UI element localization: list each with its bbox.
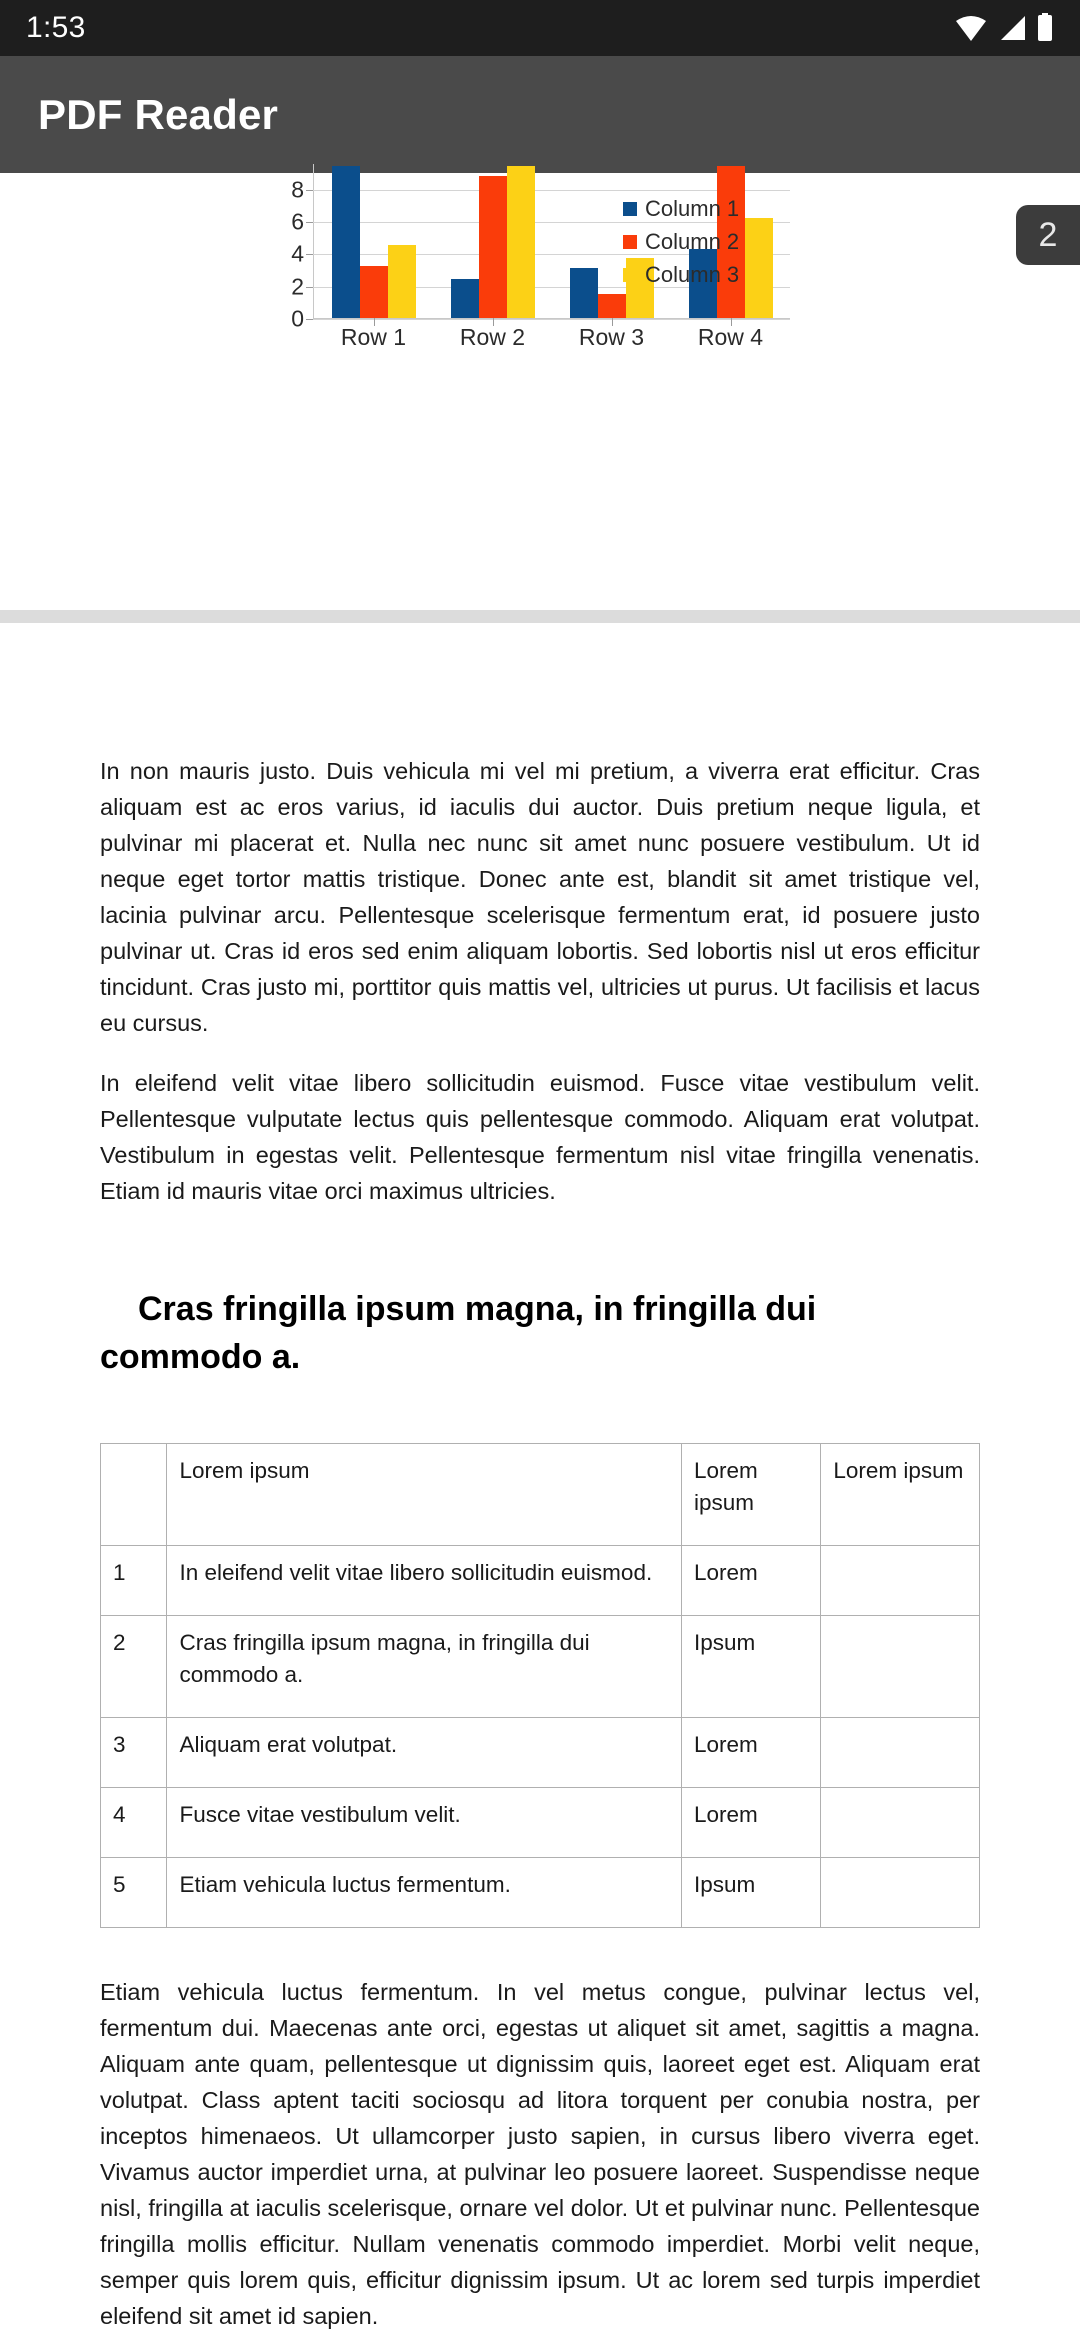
pdf-scroll-viewport[interactable] <box>0 173 1080 2329</box>
wifi-icon <box>954 13 988 43</box>
status-clock: 1:53 <box>26 11 86 44</box>
table-row <box>101 1788 980 1858</box>
chart-y-tick-label: 4 <box>291 240 304 267</box>
chart-y-tick-label: 8 <box>291 176 304 203</box>
page-separator <box>0 610 1080 623</box>
chart-legend-swatch <box>623 202 637 216</box>
table-header-cell <box>101 1444 167 1546</box>
table-cell: 4 <box>101 1788 167 1858</box>
chart-legend-swatch <box>623 235 637 249</box>
chart-y-tick-label: 2 <box>291 273 304 300</box>
table-bottom-spacer <box>100 1928 980 1974</box>
table-row <box>101 1858 980 1928</box>
paragraph-1: In non mauris justo. Duis vehicula mi vel mi pretium, a viverra erat efficitur. Cras aliquam est ac eros varius, id iaculis dui auctor. Duis pretium neque ligula, et pulvinar mi placerat et. Nulla nec nunc sit amet nunc posuere vestibulum. Ut id neque eget tortor mattis tristique. Donec ante est, blandit sit amet tristique vel, lacinia pulvinar arcu. Pellentesque scelerisque fermentum erat, id posuere justo pulvinar ut. Cras id eros sed enim aliquam lobortis. Sed lobortis nisl ut eros efficitur tincidunt. Cras justo mi, porttitor quis mattis vel, ultricies ut purus. Ut facilisis et lacus eu cursus. <box>100 758 980 1036</box>
table-cell: Cras fringilla ipsum magna, in fringilla dui commodo a. <box>167 1616 682 1718</box>
chart-bar-group <box>433 164 552 318</box>
table-cell: In eleifend velit vitae libero sollicitudin euismod. <box>167 1546 682 1616</box>
bar-chart <box>258 164 798 349</box>
chart-bar <box>570 268 598 318</box>
chart-y-tick-label: 0 <box>291 305 304 332</box>
table-cell <box>821 1788 980 1858</box>
table-row <box>101 1616 980 1718</box>
paragraph-2: In eleifend velit vitae libero sollicitudin euismod. Fusce vitae vestibulum velit. Pellentesque vulputate lectus quis pellentesque commodo. Aliquam erat volutpat. Vestibulum in egestas velit. Pellentesque fermentum nisl vitae fringilla venenatis. Etiam id mauris vitae orci maximus ultricies. <box>100 1070 980 1204</box>
table-cell: 3 <box>101 1718 167 1788</box>
chart-y-tick-mark <box>306 190 313 191</box>
table-cell: 5 <box>101 1858 167 1928</box>
chart-y-tick-label: 6 <box>291 208 304 235</box>
chart-y-tick-mark <box>306 319 313 320</box>
chart-bar <box>360 266 388 318</box>
chart-y-tick-mark <box>306 222 313 223</box>
chart-x-axis-labels <box>314 324 790 351</box>
chart-bar <box>388 245 416 318</box>
chart-bar <box>745 218 773 318</box>
battery-icon <box>1036 13 1054 43</box>
table-cell: 2 <box>101 1616 167 1718</box>
chart-x-tick-label: Row 2 <box>459 324 526 350</box>
tail-paragraph: Etiam vehicula luctus fermentum. In vel metus congue, pulvinar lectus vel, fermentum dui. Maecenas ante orci, egestas ut aliquet sit amet, sagittis a magna. Aliquam ante quam, pellentesque ut dignissim quis, laoreet eget est. Aliquam erat volutpat. Class aptent taciti sociosqu ad litora torquent per conubia nostra, per inceptos himenaeos. Ut ullamcorper justo sapien, in cursus libero viverra eget. Vivamus auctor imperdiet urna, at pulvinar leo posuere laoreet. Suspendisse neque nisl, fringilla at iaculis scelerisque, ornare vel dolor. Ut et pulvinar nunc. Pellentesque fringilla mollis efficitur. Nullam venenatis commodo imperdiet. Morbi velit neque, semper quis lorem quis, efficitur dignissim ipsum. Ut ac lorem sed turpis imperdiet eleifend sit amet id sapien. <box>100 1979 980 2329</box>
table-header-cell: Lorem ipsum <box>167 1444 682 1546</box>
table-cell <box>821 1718 980 1788</box>
table-cell: Fusce vitae vestibulum velit. <box>167 1788 682 1858</box>
table-header-row <box>101 1444 980 1546</box>
chart-x-tick-label: Row 1 <box>340 324 407 350</box>
chart-x-tick-label: Row 4 <box>697 324 764 350</box>
table-cell: Etiam vehicula luctus fermentum. <box>167 1858 682 1928</box>
page-indicator-badge <box>1016 205 1080 265</box>
page-indicator-label: 2 <box>1038 215 1058 254</box>
chart-legend-item <box>623 196 739 222</box>
data-table <box>100 1443 980 1928</box>
chart-y-tick-mark <box>306 287 313 288</box>
table-cell <box>821 1616 980 1718</box>
signal-icon <box>997 13 1027 43</box>
pdf-page-1 <box>0 173 1080 610</box>
chart-bar <box>507 166 535 318</box>
table-cell: Aliquam erat volutpat. <box>167 1718 682 1788</box>
chart-y-tick-mark <box>306 254 313 255</box>
table-cell: Ipsum <box>681 1616 820 1718</box>
table-cell: Lorem <box>681 1718 820 1788</box>
table-cell: Ipsum <box>681 1858 820 1928</box>
chart-legend-label: Column 3 <box>645 262 740 287</box>
status-bar <box>0 0 1080 56</box>
chart-legend-label: Column 1 <box>645 196 740 221</box>
table-cell <box>821 1858 980 1928</box>
app-title: PDF Reader <box>38 90 279 138</box>
pdf-page-2 <box>0 623 1080 2334</box>
chart-legend-item <box>623 262 739 288</box>
table-row <box>101 1546 980 1616</box>
chart-legend <box>623 196 739 288</box>
section-heading: Cras fringilla ipsum magna, in fringilla dui commodo a. <box>100 1290 817 1376</box>
table-row <box>101 1718 980 1788</box>
table-cell <box>821 1546 980 1616</box>
chart-bar <box>598 294 626 318</box>
chart-bar <box>451 279 479 318</box>
chart-legend-label: Column 2 <box>645 229 740 254</box>
table-cell: Lorem <box>681 1788 820 1858</box>
chart-bar-group <box>314 164 433 318</box>
app-bar <box>0 56 1080 173</box>
chart-gridline <box>291 305 790 332</box>
chart-x-tick-label: Row 3 <box>578 324 645 350</box>
chart-legend-swatch <box>623 268 637 282</box>
page-top-margin <box>100 623 980 753</box>
chart-bar <box>332 166 360 318</box>
chart-bar <box>479 176 507 318</box>
table-header-cell: Lorem ipsum <box>681 1444 820 1546</box>
table-cell: Lorem <box>681 1546 820 1616</box>
table-header-cell: Lorem ipsum <box>821 1444 980 1546</box>
chart-legend-item <box>623 229 739 255</box>
status-icon-group <box>954 13 1054 43</box>
table-cell: 1 <box>101 1546 167 1616</box>
